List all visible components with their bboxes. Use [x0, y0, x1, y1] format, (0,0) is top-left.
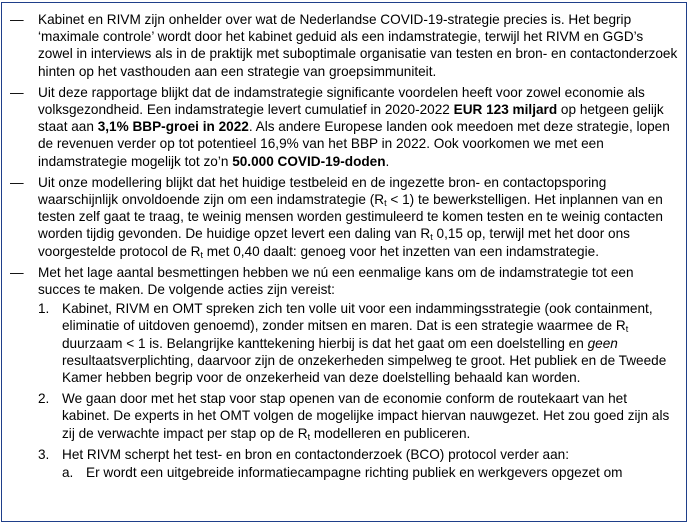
action-list: [38, 300, 678, 481]
bold-run: 50.000 COVID-19-doden: [232, 153, 386, 169]
text-run: resultaatsverplichting, daarvoor zijn de onzekerheden simpelweg te groot. Het publiek en de Tweede Kamer hebben begrip voor de onzekerheid van deze doelstelling behaald kan worden.: [62, 352, 667, 386]
text-run: .: [385, 153, 390, 169]
bullet-strategy-unclear: [8, 11, 678, 80]
text-run: . Als andere Europese landen ook meedoen met deze strategie, lopen de revenuen verder op tot potentieel 16,9% van het BBP in 2022. Ook voorkomen we met een indamstrategie mogelijk tot zo’n: [38, 119, 670, 169]
subscript: t: [625, 324, 629, 335]
paragraph: Met het lage aantal besmettingen hebben we nú een eenmalige kans om de indamstrategie tot een succes te maken. De volgende acties zijn vereist:: [38, 264, 634, 298]
subscript: t: [200, 249, 203, 260]
text-run: Uit deze rapportage blijkt dat de indamstrategie significante voordelen heeft voor zowel economie als volksgezondheid. Een indamstrategie levert cumulatief in 2020-2022: [38, 84, 645, 118]
text-run: Uit onze modellering blijkt dat het huidige testbeleid en de ingezette bron- en contactopsporing waarschijnlijk onvoldoende zijn om een indamstrategie (R: [38, 174, 607, 208]
subscript: t: [384, 198, 387, 209]
italic-run: geen: [587, 335, 618, 351]
item-number: 2.: [38, 391, 50, 407]
bullet-modelling: [8, 174, 678, 260]
dash-marker: —: [10, 84, 24, 100]
summary-box: [1, 2, 687, 522]
bold-run: EUR 123 miljard: [453, 102, 558, 118]
paragraph: [38, 84, 678, 170]
text-run: 0,15 op, terwijl met het door ons voorgestelde protocol de R: [38, 226, 630, 259]
dash-marker: —: [10, 264, 24, 280]
text-run: op hetgeen gelijk staat aan: [38, 102, 664, 135]
text-run: modelleren en publiceren.: [310, 425, 471, 441]
text-run: met 0,40 daalt: genoeg voor het inzetten van een indamstrategie.: [202, 243, 599, 259]
text-run: We gaan door met het stap voor stap openen van de economie conform de routekaart van het kabinet. De experts in het OMT volgen de mogelijke impact hiervan nauwgezet. Het zou goed zijn als zij de verwachte impact per stap op de R: [62, 391, 670, 441]
text-run: Kabinet, RIVM en OMT spreken zich ten volle uit voor een indammingsstrategie (ook containment, eliminatie of uitdoven genoemd), zonder mitsen en maren. Dat is een strategie waarmee de R: [62, 301, 653, 334]
subscript: t: [430, 232, 433, 243]
bold-run: 3,1% BBP-groei in 2022: [97, 119, 249, 135]
action-item-2: [38, 390, 678, 442]
text-run: Er wordt een uitgebreide informatiecampagne richting publiek en werkgevers opgezet om: [86, 465, 623, 481]
text-run: duurzaam < 1 is. Belangrijke kanttekening hierbij is dat het gaat om een doelstelling en: [62, 335, 588, 351]
sub-item-label: a.: [62, 465, 74, 481]
item-number: 1.: [38, 301, 50, 317]
paragraph: [38, 174, 678, 260]
dash-marker: —: [10, 12, 24, 27]
dash-marker: —: [10, 174, 24, 190]
action-item-1: [38, 300, 678, 386]
text-run: Het RIVM scherpt het test- en bron en contactonderzoek (BCO) protocol verder aan:: [62, 446, 569, 462]
action-item-3: [38, 446, 678, 481]
text-run: < 1) te bewerkstelligen. Het inplannen van en testen zelf gaat te traag, te weinig mensen worden gestimuleerd te komen testen en te weinig contacten worden tijdig gevonden. De huidige opzet levert een daling van R: [38, 192, 663, 242]
subscript: t: [307, 431, 311, 442]
paragraph: Kabinet en RIVM zijn onhelder over wat de Nederlandse COVID-19-strategie precies is. Het begrip ‘maximale controle’ wordt door het kabinet geduid als een indamstrategie, terwijl het RIVM en GGD’s zowel in interviews als in de praktijk met suboptimale organisatie van testen en bron- en contactonderzoek hinten op het vasthouden aan een strategie van groepsimmuniteit.: [38, 12, 678, 79]
item-number: 3.: [38, 446, 50, 462]
bullet-benefits: [8, 84, 678, 170]
sub-item-a: [62, 464, 678, 481]
bullet-actions: [8, 264, 678, 481]
